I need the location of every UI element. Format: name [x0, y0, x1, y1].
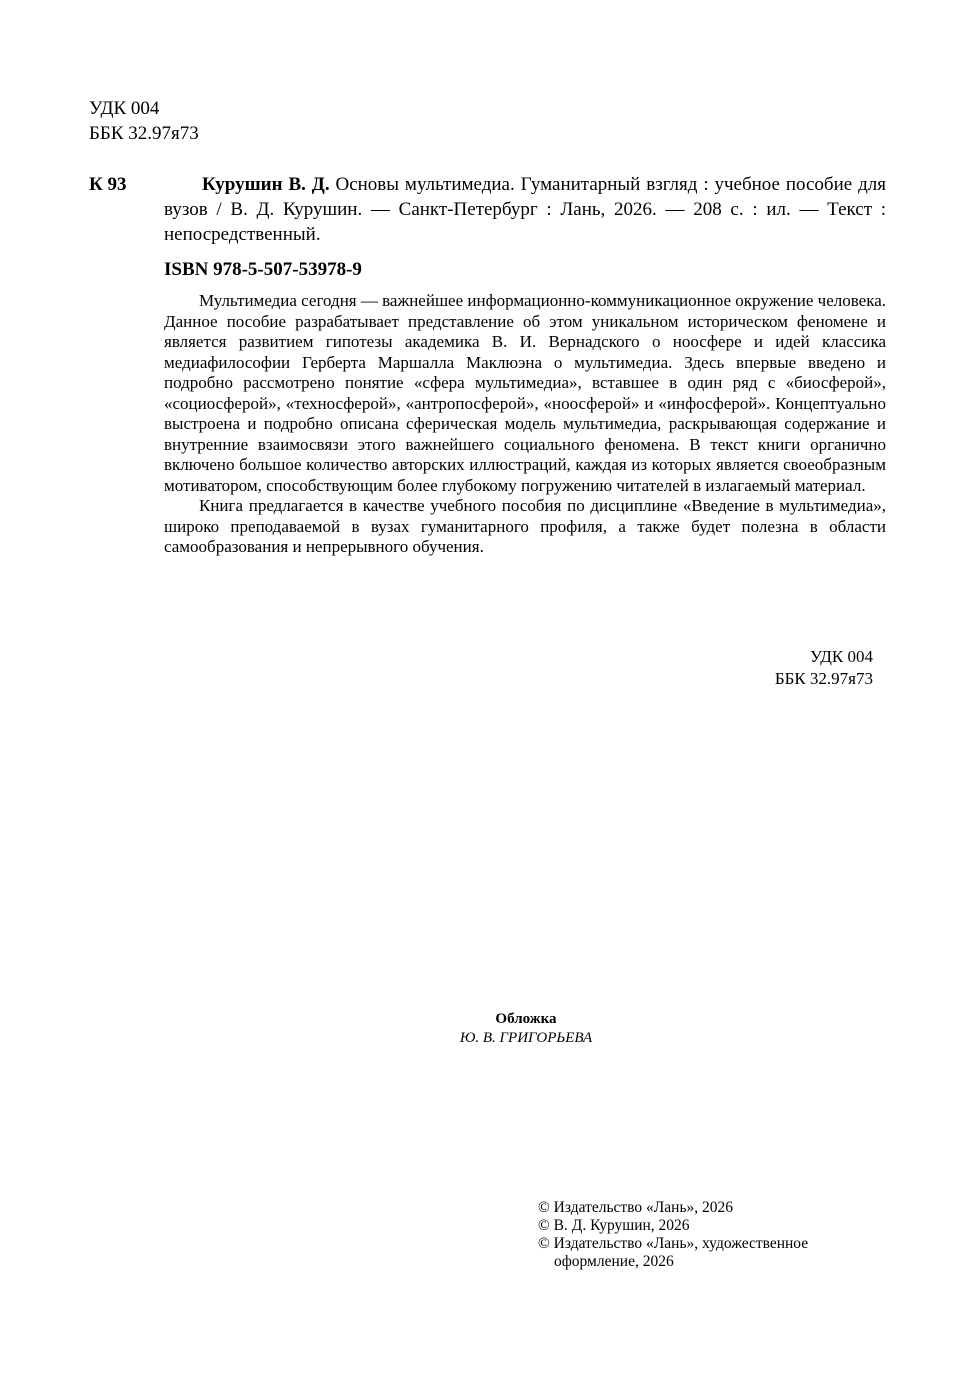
- cover-label: Обложка: [495, 1011, 557, 1027]
- bbk-code: ББК 32.97я73: [89, 123, 199, 144]
- udk-code: УДК 004: [809, 647, 873, 666]
- annotation-paragraph: Мультимедиа сегодня — важнейшее информационно-коммуникационное окружение человека. Данное пособие разрабатывает представление об этом уникальном историческом феномене и является развитием гипотезы академика В. И. Вернадского о ноосфере и идей классика медиафилософии Герберта Маршалла Маклюэна о мультимедиа. Здесь впервые введено и подробно рассмотрено понятие «сфера мультимедиа», вставшее в один ряд с «биосферой», «социосферой», «техносферой», «антропосферой», «ноосферой» и «инфосферой». Концептуально выстроена и подробно описана сферическая модель мультимедиа, раскрывающая содержание и внутренние взаимосвязи этого важнейшего социального феномена. В текст книги органично включено большое количество авторских иллюстраций, каждая из которых является своеобразным мотиватором, способствующим более глубокому погружению читателей в излагаемый материал.: [164, 291, 887, 495]
- classification-codes: [775, 646, 873, 690]
- author-mark: К 93: [89, 174, 127, 195]
- udk-code: УДК 004: [89, 98, 160, 119]
- book-description: Основы мультимедиа. Гуманитарный взгляд : учебное пособие для вузов / В. Д. Курушин. — Санкт-Петербург : Лань, 2026. — 208 с. : ил. — Текст : непосредственный.: [164, 174, 886, 245]
- header-classification: [89, 96, 199, 146]
- annotation: [164, 291, 886, 558]
- copyright-block: [538, 1199, 808, 1271]
- isbn: ISBN 978-5-507-53978-9: [164, 259, 362, 280]
- author-name: Курушин В. Д.: [202, 174, 330, 195]
- cover-credit: [0, 1010, 976, 1048]
- copyright-line: © В. Д. Курушин, 2026: [538, 1217, 690, 1234]
- bibliographic-description: [164, 172, 886, 247]
- annotation-paragraph: Книга предлагается в качестве учебного пособия по дисциплине «Введение в мультимедиа», широко преподаваемой в вузах гуманитарного профиля, а также будет полезна в области самообразования и непрерывного обучения.: [164, 496, 886, 556]
- bbk-code: ББК 32.97я73: [774, 669, 873, 688]
- copyright-line: © Издательство «Лань», художественное: [538, 1235, 809, 1252]
- copyright-line: © Издательство «Лань», 2026: [538, 1199, 734, 1216]
- copyright-line: оформление, 2026: [554, 1253, 674, 1270]
- cover-designer: Ю. В. ГРИГОРЬЕВА: [459, 1030, 593, 1046]
